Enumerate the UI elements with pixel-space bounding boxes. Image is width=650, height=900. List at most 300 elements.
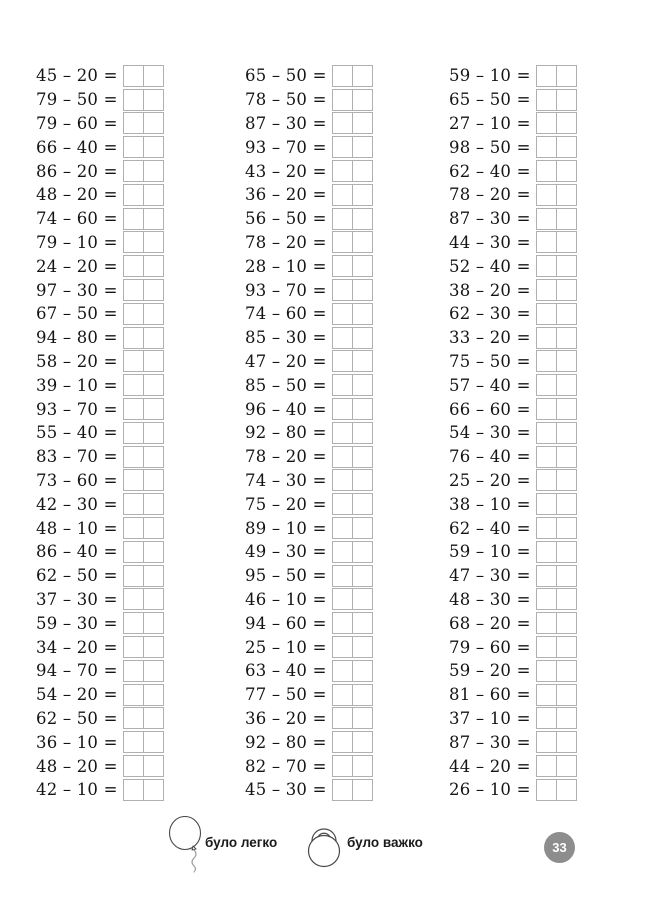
answer-box[interactable] (144, 398, 164, 420)
answer-box[interactable] (353, 160, 373, 182)
equation-text: 73 – 60 = (36, 470, 118, 490)
answer-box[interactable] (332, 636, 353, 658)
answer-box[interactable] (557, 208, 577, 230)
answer-box[interactable] (557, 731, 577, 753)
equation-text: 66 – 60 = (449, 399, 531, 419)
problem-row (245, 683, 373, 707)
answer-box[interactable] (144, 517, 164, 539)
answer-box[interactable] (332, 517, 353, 539)
equation-text: 62 – 40 = (449, 161, 531, 181)
answer-box[interactable] (536, 374, 557, 396)
answer-box[interactable] (123, 446, 144, 468)
answer-box[interactable] (536, 112, 557, 134)
answer-box[interactable] (144, 231, 164, 253)
answer-box[interactable] (557, 779, 577, 801)
answer-box[interactable] (353, 184, 373, 206)
answer-box[interactable] (332, 255, 353, 277)
answer-box[interactable] (144, 612, 164, 634)
answer-box[interactable] (123, 565, 144, 587)
answer-box[interactable] (557, 255, 577, 277)
answer-box[interactable] (557, 707, 577, 729)
equation-text: 62 – 40 = (449, 518, 531, 538)
answer-box[interactable] (332, 707, 353, 729)
answer-boxes (536, 374, 577, 396)
answer-box[interactable] (123, 136, 144, 158)
answer-box[interactable] (557, 327, 577, 349)
answer-box[interactable] (353, 469, 373, 491)
equation-text: 62 – 30 = (449, 304, 531, 324)
easy-label: було легко (205, 835, 278, 850)
answer-box[interactable] (144, 184, 164, 206)
answer-box[interactable] (557, 493, 577, 515)
answer-box[interactable] (353, 755, 373, 777)
answer-box[interactable] (332, 89, 353, 111)
equation-text: 85 – 50 = (245, 375, 327, 395)
answer-box[interactable] (144, 350, 164, 372)
answer-box[interactable] (536, 684, 557, 706)
answer-boxes (536, 160, 577, 182)
answer-box[interactable] (536, 208, 557, 230)
answer-box[interactable] (536, 493, 557, 515)
answer-boxes (332, 684, 373, 706)
answer-box[interactable] (123, 612, 144, 634)
equation-text: 42 – 10 = (36, 780, 118, 800)
answer-box[interactable] (353, 65, 373, 87)
answer-box[interactable] (353, 89, 373, 111)
answer-box[interactable] (353, 255, 373, 277)
problem-row (36, 350, 164, 374)
answer-box[interactable] (536, 398, 557, 420)
answer-boxes (536, 398, 577, 420)
problem-row (449, 88, 577, 112)
answer-boxes (123, 350, 164, 372)
answer-box[interactable] (536, 136, 557, 158)
equation-text: 36 – 20 = (245, 708, 327, 728)
answer-box[interactable] (536, 588, 557, 610)
equation-text: 47 – 30 = (449, 566, 531, 586)
answer-box[interactable] (144, 374, 164, 396)
answer-box[interactable] (557, 612, 577, 634)
answer-box[interactable] (353, 374, 373, 396)
equation-text: 65 – 50 = (449, 90, 531, 110)
problem-row (36, 64, 164, 88)
problem-row (36, 135, 164, 159)
equation-text: 48 – 10 = (36, 518, 118, 538)
answer-box[interactable] (332, 279, 353, 301)
answer-box[interactable] (144, 279, 164, 301)
answer-box[interactable] (332, 660, 353, 682)
answer-box[interactable] (332, 541, 353, 563)
equation-text: 28 – 10 = (245, 256, 327, 276)
answer-box[interactable] (353, 112, 373, 134)
equation-text: 54 – 30 = (449, 423, 531, 443)
answer-box[interactable] (332, 374, 353, 396)
answer-box[interactable] (353, 398, 373, 420)
answer-box[interactable] (536, 731, 557, 753)
equation-text: 27 – 10 = (449, 113, 531, 133)
equation-text: 74 – 30 = (245, 470, 327, 490)
answer-box[interactable] (144, 684, 164, 706)
answer-box[interactable] (123, 231, 144, 253)
equation-text: 63 – 40 = (245, 661, 327, 681)
answer-boxes (536, 707, 577, 729)
answer-boxes (536, 136, 577, 158)
answer-box[interactable] (144, 422, 164, 444)
answer-box[interactable] (353, 446, 373, 468)
answer-box[interactable] (353, 707, 373, 729)
answer-box[interactable] (144, 136, 164, 158)
answer-box[interactable] (557, 588, 577, 610)
answer-box[interactable] (536, 660, 557, 682)
answer-box[interactable] (144, 303, 164, 325)
answer-boxes (536, 684, 577, 706)
answer-box[interactable] (353, 350, 373, 372)
equation-text: 89 – 10 = (245, 518, 327, 538)
answer-box[interactable] (536, 350, 557, 372)
answer-box[interactable] (144, 493, 164, 515)
answer-box[interactable] (123, 660, 144, 682)
answer-boxes (332, 136, 373, 158)
problem-row (245, 659, 373, 683)
answer-box[interactable] (536, 541, 557, 563)
answer-box[interactable] (536, 279, 557, 301)
problem-row (245, 350, 373, 374)
answer-box[interactable] (557, 469, 577, 491)
answer-boxes (536, 517, 577, 539)
problem-row (245, 469, 373, 493)
answer-boxes (332, 731, 373, 753)
answer-box[interactable] (332, 565, 353, 587)
answer-box[interactable] (557, 660, 577, 682)
answer-boxes (332, 660, 373, 682)
answer-box[interactable] (144, 65, 164, 87)
answer-box[interactable] (557, 279, 577, 301)
problem-row (36, 778, 164, 802)
problem-row (245, 611, 373, 635)
equation-text: 57 – 40 = (449, 375, 531, 395)
problem-row (449, 588, 577, 612)
answer-box[interactable] (123, 398, 144, 420)
answer-box[interactable] (536, 255, 557, 277)
answer-box[interactable] (353, 208, 373, 230)
answer-box[interactable] (557, 112, 577, 134)
answer-boxes (536, 779, 577, 801)
answer-box[interactable] (123, 160, 144, 182)
equation-text: 95 – 50 = (245, 566, 327, 586)
equation-text: 65 – 50 = (245, 66, 327, 86)
answer-box[interactable] (144, 660, 164, 682)
answer-box[interactable] (536, 327, 557, 349)
answer-box[interactable] (123, 303, 144, 325)
answer-box[interactable] (332, 493, 353, 515)
answer-box[interactable] (332, 327, 353, 349)
answer-boxes (536, 112, 577, 134)
answer-box[interactable] (557, 303, 577, 325)
answer-box[interactable] (123, 350, 144, 372)
answer-box[interactable] (557, 755, 577, 777)
answer-box[interactable] (557, 184, 577, 206)
answer-box[interactable] (536, 707, 557, 729)
answer-boxes (536, 636, 577, 658)
equation-text: 79 – 60 = (449, 637, 531, 657)
answer-box[interactable] (536, 612, 557, 634)
answer-box[interactable] (144, 731, 164, 753)
answer-box[interactable] (144, 160, 164, 182)
equation-text: 59 – 10 = (449, 66, 531, 86)
answer-boxes (536, 755, 577, 777)
answer-box[interactable] (536, 565, 557, 587)
problem-row (245, 754, 373, 778)
equation-text: 94 – 60 = (245, 613, 327, 633)
answer-box[interactable] (332, 684, 353, 706)
problem-row (245, 278, 373, 302)
answer-box[interactable] (557, 636, 577, 658)
answer-box[interactable] (536, 160, 557, 182)
answer-box[interactable] (353, 327, 373, 349)
problem-row (449, 350, 577, 374)
answer-box[interactable] (332, 755, 353, 777)
equation-text: 62 – 50 = (36, 566, 118, 586)
answer-box[interactable] (144, 636, 164, 658)
equation-text: 93 – 70 = (245, 137, 327, 157)
problem-row (36, 540, 164, 564)
answer-box[interactable] (332, 446, 353, 468)
answer-box[interactable] (332, 184, 353, 206)
answer-boxes (123, 541, 164, 563)
answer-boxes (536, 279, 577, 301)
answer-boxes (536, 65, 577, 87)
answer-box[interactable] (332, 231, 353, 253)
answer-box[interactable] (353, 636, 373, 658)
answer-box[interactable] (536, 469, 557, 491)
answer-box[interactable] (332, 422, 353, 444)
answer-box[interactable] (123, 89, 144, 111)
answer-boxes (332, 231, 373, 253)
answer-box[interactable] (144, 755, 164, 777)
answer-box[interactable] (557, 398, 577, 420)
answer-box[interactable] (123, 255, 144, 277)
equation-text: 93 – 70 = (36, 399, 118, 419)
answer-box[interactable] (144, 112, 164, 134)
answer-box[interactable] (123, 112, 144, 134)
answer-boxes (536, 89, 577, 111)
answer-boxes (123, 446, 164, 468)
answer-box[interactable] (557, 565, 577, 587)
equation-text: 92 – 80 = (245, 423, 327, 443)
answer-boxes (123, 469, 164, 491)
answer-box[interactable] (144, 541, 164, 563)
problem-row (449, 159, 577, 183)
answer-box[interactable] (123, 374, 144, 396)
answer-box[interactable] (557, 65, 577, 87)
answer-box[interactable] (123, 755, 144, 777)
answer-box[interactable] (353, 279, 373, 301)
answer-box[interactable] (536, 779, 557, 801)
answer-box[interactable] (536, 184, 557, 206)
problem-row (36, 516, 164, 540)
answer-box[interactable] (123, 184, 144, 206)
problem-row (449, 516, 577, 540)
answer-box[interactable] (123, 684, 144, 706)
answer-box[interactable] (144, 707, 164, 729)
problem-row (245, 778, 373, 802)
answer-box[interactable] (332, 112, 353, 134)
answer-box[interactable] (332, 160, 353, 182)
answer-box[interactable] (353, 588, 373, 610)
answer-box[interactable] (144, 208, 164, 230)
answer-box[interactable] (123, 65, 144, 87)
answer-box[interactable] (536, 231, 557, 253)
equation-text: 25 – 10 = (245, 637, 327, 657)
answer-box[interactable] (353, 731, 373, 753)
answer-box[interactable] (332, 65, 353, 87)
problem-row (36, 207, 164, 231)
answer-box[interactable] (353, 136, 373, 158)
answer-box[interactable] (353, 565, 373, 587)
answer-box[interactable] (557, 684, 577, 706)
answer-box[interactable] (557, 517, 577, 539)
problem-row (449, 611, 577, 635)
problem-row (245, 159, 373, 183)
problem-row (36, 611, 164, 635)
answer-box[interactable] (123, 588, 144, 610)
answer-boxes (332, 398, 373, 420)
answer-box[interactable] (332, 303, 353, 325)
problem-row (36, 373, 164, 397)
answer-boxes (123, 755, 164, 777)
answer-box[interactable] (557, 136, 577, 158)
problem-row (36, 231, 164, 255)
problem-row (449, 445, 577, 469)
answer-boxes (123, 208, 164, 230)
answer-box[interactable] (536, 755, 557, 777)
answer-box[interactable] (353, 779, 373, 801)
answer-box[interactable] (123, 779, 144, 801)
equation-text: 68 – 20 = (449, 613, 531, 633)
problem-row (245, 564, 373, 588)
equation-text: 93 – 70 = (245, 280, 327, 300)
answer-box[interactable] (332, 779, 353, 801)
answer-box[interactable] (557, 160, 577, 182)
answer-box[interactable] (536, 517, 557, 539)
answer-box[interactable] (353, 541, 373, 563)
answer-box[interactable] (332, 398, 353, 420)
equation-text: 79 – 60 = (36, 113, 118, 133)
equation-text: 67 – 50 = (36, 304, 118, 324)
problem-row (245, 326, 373, 350)
balloon-icon (166, 816, 206, 876)
answer-boxes (332, 588, 373, 610)
answer-box[interactable] (144, 327, 164, 349)
answer-box[interactable] (557, 89, 577, 111)
answer-box[interactable] (123, 327, 144, 349)
answer-box[interactable] (123, 517, 144, 539)
answer-box[interactable] (353, 660, 373, 682)
answer-box[interactable] (557, 446, 577, 468)
answer-box[interactable] (353, 422, 373, 444)
answer-box[interactable] (123, 422, 144, 444)
answer-box[interactable] (144, 446, 164, 468)
problem-row (245, 707, 373, 731)
answer-box[interactable] (332, 136, 353, 158)
answer-boxes (123, 255, 164, 277)
answer-box[interactable] (144, 469, 164, 491)
equation-text: 96 – 40 = (245, 399, 327, 419)
answer-box[interactable] (123, 469, 144, 491)
answer-box[interactable] (144, 255, 164, 277)
answer-box[interactable] (123, 731, 144, 753)
answer-box[interactable] (123, 279, 144, 301)
answer-box[interactable] (557, 350, 577, 372)
equation-text: 48 – 30 = (449, 589, 531, 609)
answer-box[interactable] (332, 612, 353, 634)
answer-boxes (123, 279, 164, 301)
equation-text: 39 – 10 = (36, 375, 118, 395)
problem-column (36, 64, 164, 802)
problem-row (449, 421, 577, 445)
answer-box[interactable] (536, 446, 557, 468)
answer-box[interactable] (123, 208, 144, 230)
equation-text: 78 – 20 = (245, 232, 327, 252)
answer-box[interactable] (536, 89, 557, 111)
answer-box[interactable] (536, 65, 557, 87)
answer-box[interactable] (353, 493, 373, 515)
answer-box[interactable] (353, 684, 373, 706)
answer-box[interactable] (144, 779, 164, 801)
equation-text: 94 – 80 = (36, 328, 118, 348)
answer-box[interactable] (332, 731, 353, 753)
answer-boxes (123, 303, 164, 325)
answer-box[interactable] (536, 422, 557, 444)
equation-text: 86 – 40 = (36, 542, 118, 562)
answer-boxes (536, 660, 577, 682)
problem-row (245, 64, 373, 88)
equation-text: 75 – 50 = (449, 351, 531, 371)
answer-box[interactable] (353, 303, 373, 325)
answer-box[interactable] (353, 231, 373, 253)
equation-text: 43 – 20 = (245, 161, 327, 181)
answer-box[interactable] (536, 636, 557, 658)
answer-box[interactable] (332, 588, 353, 610)
answer-boxes (332, 65, 373, 87)
equation-text: 24 – 20 = (36, 256, 118, 276)
answer-box[interactable] (353, 517, 373, 539)
answer-box[interactable] (332, 469, 353, 491)
answer-boxes (123, 327, 164, 349)
answer-boxes (123, 565, 164, 587)
answer-box[interactable] (123, 636, 144, 658)
answer-boxes (123, 398, 164, 420)
answer-box[interactable] (144, 588, 164, 610)
answer-box[interactable] (144, 565, 164, 587)
answer-box[interactable] (332, 350, 353, 372)
answer-box[interactable] (557, 231, 577, 253)
answer-box[interactable] (144, 89, 164, 111)
answer-box[interactable] (536, 303, 557, 325)
problem-row (449, 564, 577, 588)
problem-row (449, 207, 577, 231)
equation-text: 45 – 20 = (36, 66, 118, 86)
answer-box[interactable] (557, 541, 577, 563)
answer-box[interactable] (557, 422, 577, 444)
answer-box[interactable] (353, 612, 373, 634)
answer-box[interactable] (332, 208, 353, 230)
answer-box[interactable] (123, 707, 144, 729)
answer-box[interactable] (123, 493, 144, 515)
answer-box[interactable] (557, 374, 577, 396)
answer-box[interactable] (123, 541, 144, 563)
problem-row (449, 326, 577, 350)
